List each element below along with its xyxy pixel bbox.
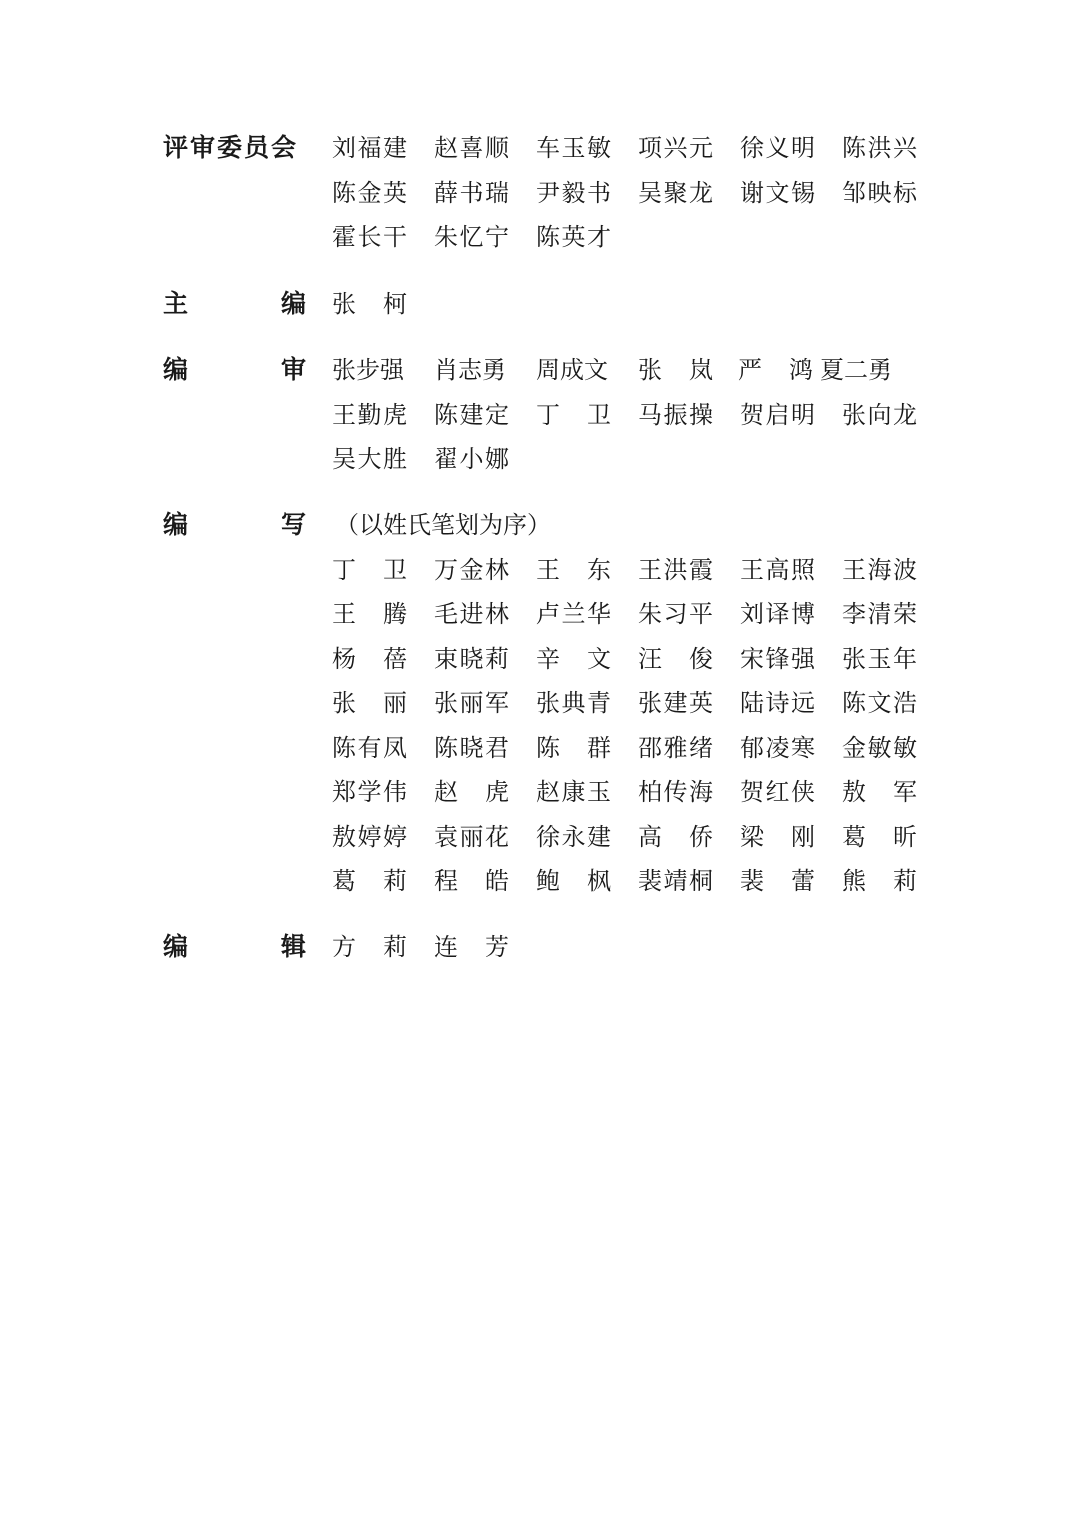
writers-label-right: 写: [280, 510, 306, 539]
person-name: 马 振 操: [638, 400, 713, 429]
person-name: 郑 学 伟: [332, 778, 407, 806]
person-name: 陆 诗 远: [740, 689, 815, 717]
person-name: 谢 文 锡: [740, 178, 815, 207]
committee-names: [332, 128, 932, 262]
person-name: 宋 锋 强: [740, 644, 815, 673]
reviewers-label-right: 审: [280, 355, 306, 384]
reviewer-name: 张 岚: [638, 356, 713, 384]
person-name: 葛 莉: [332, 867, 407, 895]
person-name: 邹 映 标: [842, 178, 917, 207]
reviewers-label-left: 编: [163, 355, 189, 384]
person-name: 辛 文: [536, 644, 611, 673]
person-name: 刘 福 建: [332, 134, 407, 162]
reviewer-name: 张步强: [332, 356, 404, 384]
person-name: 李 清 荣: [842, 600, 917, 628]
person-name: 高 侨: [638, 822, 713, 851]
person-name: 裴 蕾: [740, 867, 815, 895]
person-name: 张 柯: [332, 290, 407, 318]
person-name: 金 敏 敏: [842, 733, 917, 762]
person-name: 邵 雅 绪: [638, 733, 713, 762]
reviewers-label: [163, 350, 306, 390]
person-name: 王 腾: [332, 600, 407, 628]
person-name: 郁 凌 寒: [740, 733, 815, 762]
person-name: 赵 康 玉: [536, 778, 611, 806]
person-name: 熊 莉: [842, 867, 917, 895]
person-name: 陈 文 浩: [842, 689, 917, 717]
person-name: 袁 丽 花: [434, 822, 509, 851]
person-name: 柏 传 海: [638, 778, 713, 806]
person-name: 束 晓 莉: [434, 644, 509, 673]
chief-editor-label-left: 主: [163, 289, 189, 318]
person-name: 葛 昕: [842, 822, 917, 851]
person-name: 项 兴 元: [638, 134, 713, 162]
person-name: 吴 大 胜: [332, 445, 407, 473]
person-name: 张 建 英: [638, 689, 713, 717]
person-name: 丁 卫: [332, 555, 407, 584]
editors-names: [332, 927, 932, 972]
person-name: 陈 晓 君: [434, 733, 509, 762]
person-name: 刘 译 博: [740, 600, 815, 628]
chief-editor-names: [332, 284, 932, 329]
person-name: 朱 忆 宁: [434, 223, 509, 251]
reviewer-name: 夏二勇: [820, 356, 892, 384]
person-name: 敖 婷 婷: [332, 822, 407, 851]
person-name: 徐 永 建: [536, 822, 611, 851]
person-name: 方 莉: [332, 933, 407, 961]
person-name: 陈 洪 兴: [842, 134, 917, 162]
person-name: 鲍 枫: [536, 867, 611, 895]
person-name: 陈 群: [536, 733, 611, 762]
person-name: 汪 俊: [638, 644, 713, 673]
person-name: 霍 长 干: [332, 223, 407, 251]
committee-label: 评审委员会: [163, 133, 299, 162]
person-name: 薛 书 瑞: [434, 178, 509, 207]
person-name: 毛 进 林: [434, 600, 509, 628]
person-name: 张 丽: [332, 689, 407, 717]
person-name: 张 丽 军: [434, 689, 509, 717]
person-name: 朱 习 平: [638, 600, 713, 628]
person-name: 翟 小 娜: [434, 445, 509, 473]
person-name: 连 芳: [434, 933, 509, 961]
person-name: 裴 靖 桐: [638, 867, 713, 895]
person-name: 丁 卫: [536, 400, 611, 429]
person-name: 贺 启 明: [740, 400, 815, 429]
person-name: 张 玉 年: [842, 644, 917, 673]
person-name: 张 向 龙: [842, 400, 917, 429]
person-name: 贺 红 侠: [740, 778, 815, 806]
reviewer-name: 周成文: [536, 356, 608, 384]
person-name: 陈 有 凤: [332, 733, 407, 762]
person-name: 张 典 青: [536, 689, 611, 717]
person-name: 程 皓: [434, 867, 509, 895]
person-name: 车 玉 敏: [536, 134, 611, 162]
person-name: 王 东: [536, 555, 611, 584]
writers-label-left: 编: [163, 510, 189, 539]
person-name: 赵 虎: [434, 778, 509, 806]
person-name: 敖 军: [842, 778, 917, 806]
person-name: 王 高 照: [740, 555, 815, 584]
person-name: 王 洪 霞: [638, 555, 713, 584]
person-name: 杨 蓓: [332, 644, 407, 673]
editors-label: [163, 927, 306, 967]
editors-label-right: 辑: [280, 932, 306, 961]
person-name: 卢 兰 华: [536, 600, 611, 628]
person-name: 赵 喜 顺: [434, 134, 509, 162]
person-name: 尹 毅 书: [536, 178, 611, 207]
person-name: 陈 金 英: [332, 178, 407, 207]
person-name: 陈 建 定: [434, 400, 509, 429]
editors-label-left: 编: [163, 932, 189, 961]
person-name: 徐 义 明: [740, 134, 815, 162]
person-name: 王 勤 虎: [332, 400, 407, 429]
reviewer-name: 肖志勇: [434, 356, 506, 384]
chief-editor-label-right: 编: [280, 289, 306, 318]
chief-editor-label: [163, 284, 306, 324]
reviewers-names: [332, 395, 932, 484]
person-name: 陈 英 才: [536, 223, 611, 251]
writers-order-note: （以姓氏笔划为序）: [335, 511, 551, 539]
person-name: 万 金 林: [434, 555, 509, 584]
person-name: 梁 刚: [740, 822, 815, 851]
writers-label: [163, 505, 306, 545]
person-name: 王 海 波: [842, 555, 917, 584]
writers-names: [332, 550, 932, 906]
person-name: 吴 聚 龙: [638, 178, 713, 207]
reviewer-name: 严 鸿: [738, 356, 813, 384]
